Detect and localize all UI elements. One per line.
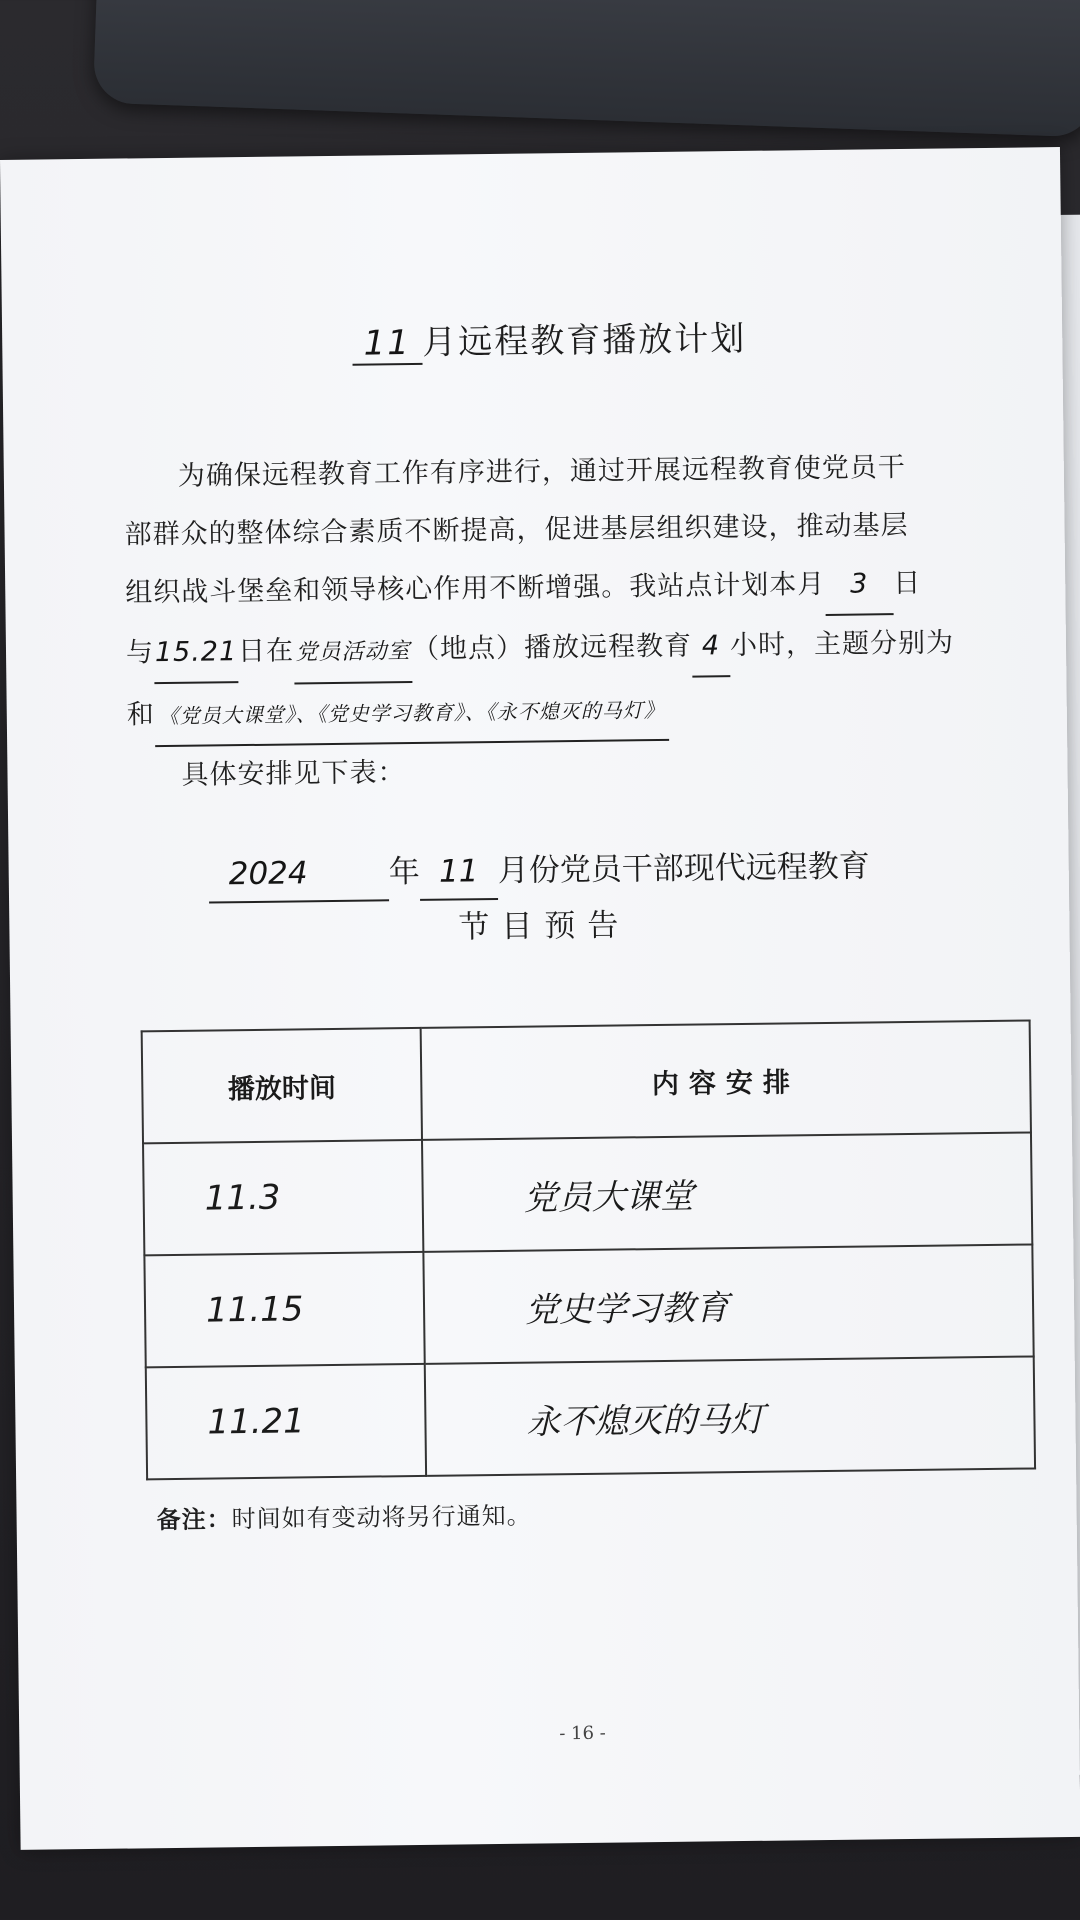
- row-time: 11.3: [143, 1140, 423, 1255]
- para-line-2: 部群众的整体综合素质不断提高，促进基层组织建设，推动基层: [124, 509, 909, 551]
- day1-fill: 3: [825, 555, 894, 616]
- laptop-edge: [93, 0, 1080, 137]
- header-content: 内容安排: [421, 1020, 1031, 1139]
- title-text: 月远程教育播放计划: [422, 318, 747, 363]
- program-subtitle: [208, 838, 989, 958]
- row-content: 党史学习教育: [423, 1244, 1033, 1363]
- subtitle-line-2: 节目预告: [458, 907, 631, 946]
- para-line-1: 为确保远程教育工作有序进行，通过开展远程教育使党员干: [177, 451, 907, 492]
- para-line-3-text: 组织战斗堡垒和领导核心作用不断增强。我站点计划本月: [125, 568, 826, 609]
- note-text: 时间如有变动将另行通知。: [231, 1501, 532, 1534]
- para-line-6: 具体安排见下表：: [181, 757, 406, 791]
- para-line-4: [126, 613, 1037, 686]
- table-row: [146, 1356, 1035, 1479]
- note-label: 备注：: [156, 1505, 232, 1535]
- row-time: 11.15: [144, 1252, 424, 1367]
- year-fill: 2024: [208, 845, 389, 903]
- table-header-row: [142, 1020, 1031, 1143]
- row-content: 永不熄灭的马灯: [425, 1356, 1035, 1475]
- line5-prefix: 和: [126, 699, 155, 731]
- page-title: [352, 308, 953, 365]
- footnote: [156, 1496, 531, 1536]
- days-fill: 15.21: [154, 623, 239, 684]
- line4-prefix: 与: [125, 637, 155, 669]
- table-row: [144, 1244, 1033, 1367]
- year-suffix: 年: [388, 853, 420, 891]
- table-row: [143, 1132, 1032, 1255]
- document-page: [0, 147, 1080, 1850]
- line4-mid: 日在: [237, 635, 295, 668]
- topics-fill: 《党员大课堂》、《党史学习教育》、《永不熄灭的马灯》: [154, 681, 669, 747]
- row-content: 党员大课堂: [422, 1132, 1032, 1251]
- hours-fill: 4: [692, 617, 731, 677]
- intro-paragraph: [124, 437, 1038, 805]
- subtitle-month-fill: 11: [419, 844, 498, 901]
- line4-mid2: （地点）播放远程教育: [411, 630, 693, 666]
- day-suffix: 日: [893, 567, 922, 600]
- row-time: 11.21: [146, 1364, 426, 1479]
- line4-suffix: 小时，主题分别为: [729, 627, 955, 662]
- page-number: - 16 -: [559, 1722, 606, 1745]
- schedule-table: [141, 1019, 1036, 1480]
- location-fill: 党员活动室: [294, 623, 413, 684]
- para-line-3: [125, 553, 1036, 624]
- month-suffix: 月份党员干部现代远程教育: [497, 848, 870, 889]
- title-month-fill: 11: [352, 323, 423, 366]
- para-line-5: [126, 675, 1037, 747]
- header-time: 播放时间: [142, 1028, 422, 1143]
